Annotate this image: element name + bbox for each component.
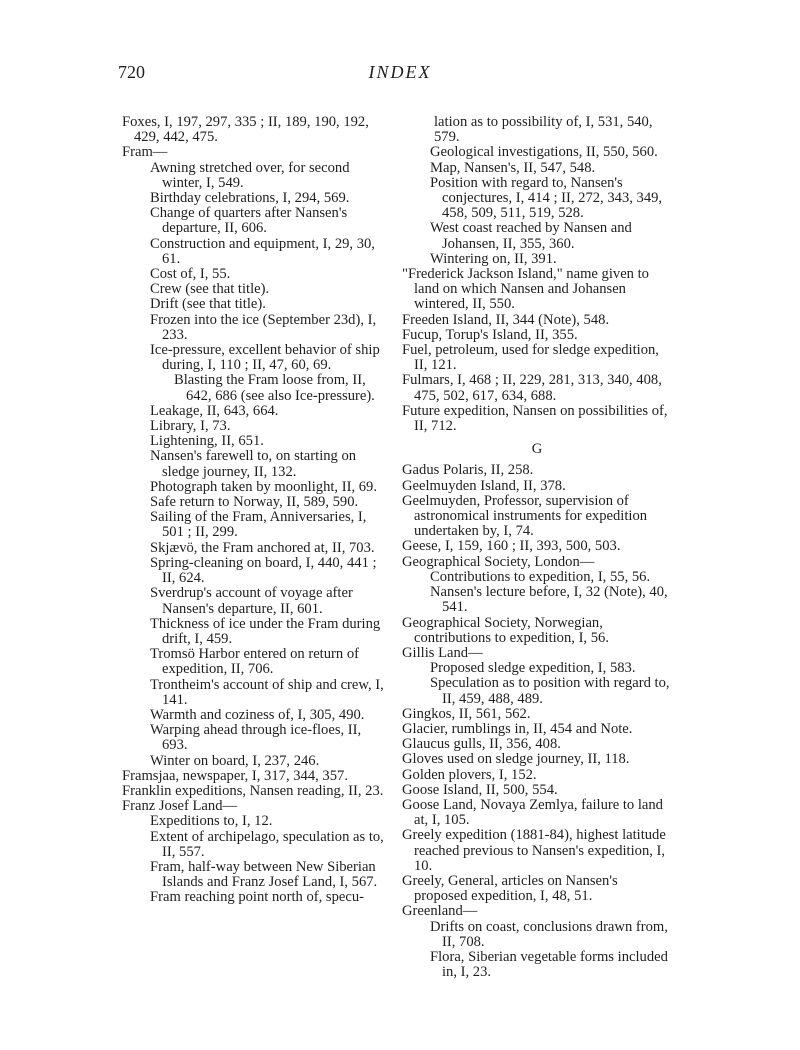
section-letter: G [531,441,543,458]
index-entry: Geographical Society, Norwegian, contributions to expedition, I, 56. [402,614,609,646]
index-entry: Foxes, I, 197, 297, 335 ; II, 189, 190, 192, 429, 442, 475. [122,114,369,146]
index-entry: Fuel, petroleum, used for sledge expedition, II, 121. [402,342,659,374]
index-subentry: Skjævö, the Fram anchored at, II, 703. [150,539,375,556]
index-subentry: Fram, half-way between New Siberian Islands and Franz Josef Land, I, 567. [150,858,378,891]
index-subentry: Sailing of the Fram, Anniversaries, I, 501 ; II, 299. [150,509,367,541]
index-subentry: Drifts on coast, conclusions drawn from, II, 708. [430,918,668,950]
index-subentry: Geological investigations, II, 550, 560. [430,144,658,161]
index-subentry: Map, Nansen's, II, 547, 548. [430,159,596,176]
page-number: 720 [118,62,145,82]
index-entry: Goose Land, Novaya Zemlya, failure to land at, I, 105. [402,796,663,829]
index-entry: Fram— [122,144,168,161]
index-subentry: Ice-pressure, excellent behavior of ship during, I, 110 ; II, 47, 60, 69. [150,342,380,374]
index-entry: Glacier, rumblings in, II, 454 and Note. [402,720,633,737]
index-entry: "Frederick Jackson Island," name given to land on which Nansen and Johansen wintered, II, 550. [402,266,649,313]
index-subentry: Flora, Siberian vegetable forms included in, I, 23. [430,948,668,981]
index-entry: Fucup, Torup's Island, II, 355. [402,326,578,343]
index-entry: Freeden Island, II, 344 (Note), 548. [402,311,610,328]
index-subentry: Spring-cleaning on board, I, 440, 441 ; II, 624. [150,554,377,587]
index-subentry: Warping ahead through ice-floes, II, 693. [150,722,362,754]
index-entry: Geelmuyden Island, II, 378. [402,477,566,494]
index-subentry: Change of quarters after Nansen's departure, II, 606. [150,205,348,237]
index-subentry: Nansen's lecture before, I, 32 (Note), 40, 541. [430,584,668,616]
index-subentry: Wintering on, II, 391. [430,250,557,267]
index-subentry: Thickness of ice under the Fram during drift, I, 459. [150,615,381,647]
index-subentry: Crew (see that title). [150,281,270,298]
index-entry: Gillis Land— [402,644,483,661]
index-subentry: Winter on board, I, 237, 246. [150,752,320,769]
index-subentry: Tromsö Harbor entered on return of expedition, II, 706. [150,646,359,678]
index-subentry: Birthday celebrations, I, 294, 569. [150,190,350,207]
index-entry: Fulmars, I, 468 ; II, 229, 281, 313, 340, 408, 475, 502, 617, 634, 688. [402,372,662,404]
index-entry: Framsjaa, newspaper, I, 317, 344, 357. [122,767,348,784]
index-subentry: Trontheim's account of ship and crew, I, 141. [150,676,384,708]
index-subentry: West coast reached by Nansen and Johansen, II, 355, 360. [430,220,632,252]
index-entry: Greenland— [402,903,478,920]
index-entry: Goose Island, II, 500, 554. [402,781,558,798]
running-head: INDEX [368,62,432,82]
index-entry: Gloves used on sledge journey, II, 118. [402,751,630,768]
index-entry: Geese, I, 159, 160 ; II, 393, 500, 503. [402,538,621,555]
index-entry: Franz Josef Land— [122,798,238,815]
index-subentry: Leakage, II, 643, 664. [150,402,279,419]
index-entry: Golden plovers, I, 152. [402,766,537,783]
index-entry: Franklin expeditions, Nansen reading, II, 23. [122,782,384,799]
index-subentry: Photograph taken by moonlight, II, 69. [150,478,377,495]
index-entry: Geelmuyden, Professor, supervision of astronomical instruments for expedition undertaken by, I, 74. [402,492,648,540]
index-subentry: Safe return to Norway, II, 589, 590. [150,494,359,511]
index-column-right [402,115,672,980]
index-subentry: Sverdrup's account of voyage after Nansen's departure, II, 601. [150,585,353,617]
index-subentry: Blasting the Fram loose from, II, 642, 686 (see also Ice-pressure). [174,372,375,404]
index-subentry: Construction and equipment, I, 29, 30, 61. [150,235,375,267]
index-entry: Greely expedition (1881-84), highest latitude reached previous to Nansen's expedition, I, 10. [402,827,666,874]
index-subentry: Contributions to expedition, I, 55, 56. [430,568,651,585]
index-subentry: Drift (see that title). [150,296,266,313]
index-subentry: Cost of, I, 55. [150,266,231,283]
index-entry-continued: lation as to possibility of, I, 531, 540, 579. [434,114,653,146]
index-entry: Geographical Society, London— [402,553,595,570]
index-subentry: Extent of archipelago, speculation as to, II, 557. [150,828,384,860]
index-entry: Gadus Polaris, II, 258. [402,462,534,479]
index-subentry: Speculation as to position with regard to, II, 459, 488, 489. [430,675,670,707]
index-subentry: Nansen's farewell to, on starting on sledge journey, II, 132. [150,448,357,480]
index-entry: Glaucus gulls, II, 356, 408. [402,736,561,753]
index-entry: Greely, General, articles on Nansen's proposed expedition, I, 48, 51. [402,872,618,905]
index-subentry: Frozen into the ice (September 23d), I, 233. [150,311,377,343]
index-subentry: Position with regard to, Nansen's conjectures, I, 414 ; II, 272, 343, 349, 458, 509, 511, 519, 528. [430,174,663,222]
index-entry: Future expedition, Nansen on possibilities of, II, 712. [402,402,668,435]
index-subentry: Proposed sledge expedition, I, 583. [430,660,636,677]
index-column-left [122,115,387,906]
index-entry: Gingkos, II, 561, 562. [402,705,531,722]
index-subentry: Awning stretched over, for second winter, I, 549. [150,159,350,191]
index-subentry: Library, I, 73. [150,418,231,435]
index-subentry: Lightening, II, 651. [150,433,264,450]
index-subentry: Fram reaching point north of, specu- [150,889,364,906]
index-subentry: Expeditions to, I, 12. [150,813,273,830]
index-subentry: Warmth and coziness of, I, 305, 490. [150,706,365,723]
